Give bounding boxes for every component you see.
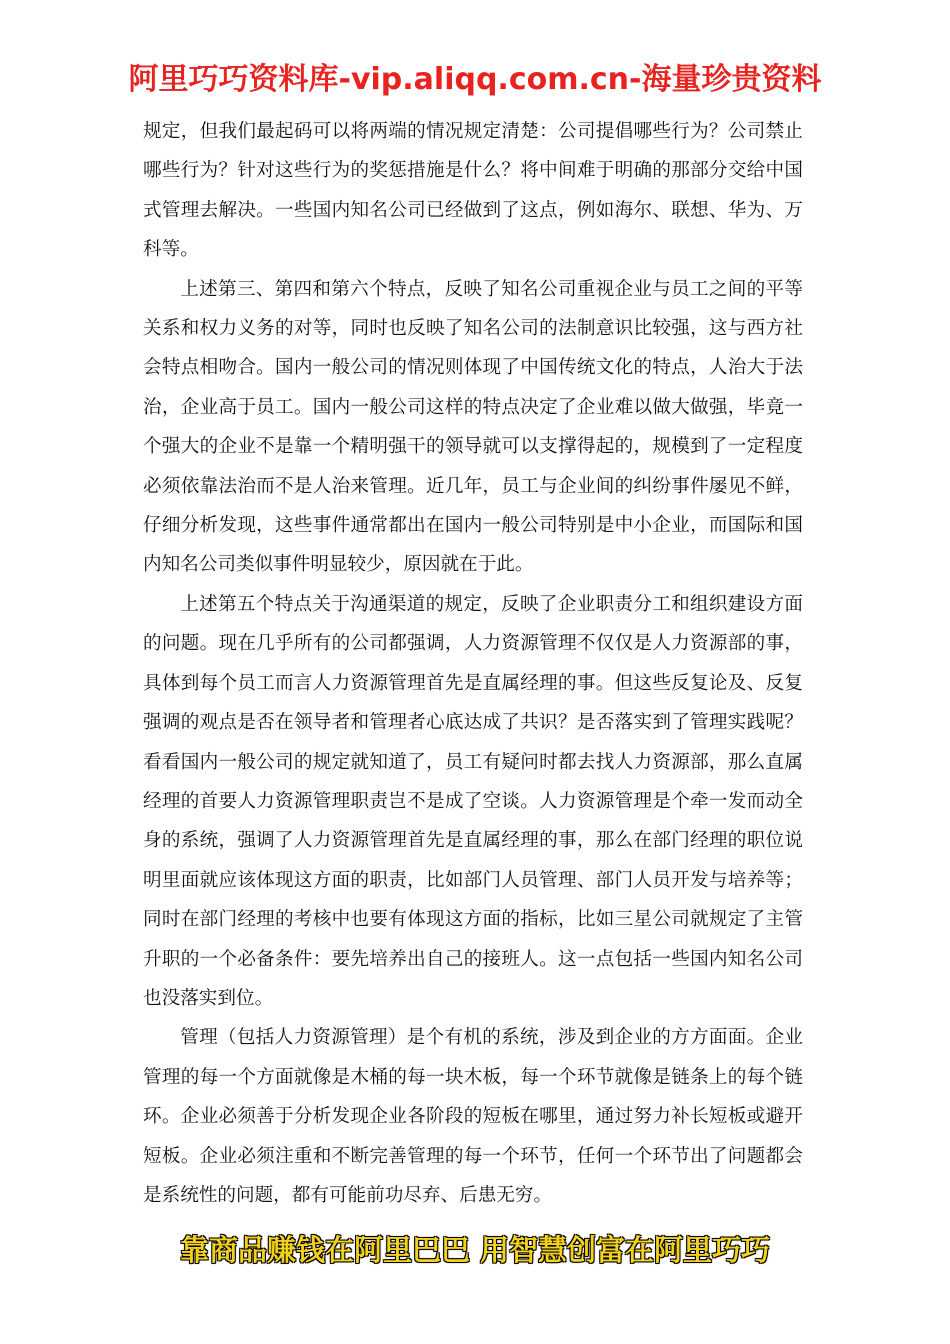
paragraph-2: 上述第三、第四和第六个特点，反映了知名公司重视企业与员工之间的平等关系和权力义务的对等，同时也反映了知名公司的法制意识比较强，这与西方社会特点相吻合。国内一般公司的情况则体现了中国传统文化的特点，人治大于法治，企业高于员工。国内一般公司这样的特点决定了企业难以做大做强，毕竟一个强大的企业不是靠一个精明强干的领导就可以支撑得起的，规模到了一定程度必须依靠法治而不是人治来管理。近几年，员工与企业间的纠纷事件屡见不鲜，仔细分析发现，这些事件通常都出在国内一般公司特别是中小企业，而国际和国内知名公司类似事件明显较少，原因就在于此。 <box>143 278 803 576</box>
paragraph-4: 管理（包括人力资源管理）是个有机的系统，涉及到企业的方方面面。企业管理的每一个方面就像是木桶的每一块木板，每一个环节就像是链条上的每个链环。企业必须善于分析发现企业各阶段的短板在哪里，通过努力补长短板或避开短板。企业必须注重和不断完善管理的每一个环节，任何一个环节出了问题都会是系统性的问题，都有可能前功尽弃、后患无穷。 <box>143 1027 803 1206</box>
paragraph-3: 上述第五个特点关于沟通渠道的规定，反映了企业职责分工和组织建设方面的问题。现在几乎所有的公司都强调，人力资源管理不仅仅是人力资源部的事，具体到每个员工而言人力资源管理首先是直属经理的事。但这些反复论及、反复强调的观点是否在领导者和管理者心底达成了共识？是否落实到了管理实践呢？看看国内一般公司的规定就知道了，员工有疑问时都去找人力资源部，那么直属经理的首要人力资源管理职责岂不是成了空谈。人力资源管理是个牵一发而动全身的系统，强调了人力资源管理首先是直属经理的事，那么在部门经理的职位说明里面就应该体现这方面的职责，比如部门人员管理、部门人员开发与培养等；同时在部门经理的考核中也要有体现这方面的指标，比如三星公司就规定了主管升职的一个必备条件：要先培养出自己的接班人。这一点包括一些国内知名公司也没落实到位。 <box>143 593 803 1009</box>
header-banner: 阿里巧巧资料库-vip.aliqq.com.cn-海量珍贵资料 <box>128 62 822 97</box>
footer-banner: 靠商品赚钱在阿里巴巴 用智慧创富在阿里巧巧 <box>179 1233 771 1267</box>
paragraph-1: 规定，但我们最起码可以将两端的情况规定清楚：公司提倡哪些行为？公司禁止哪些行为？针对这些行为的奖惩措施是什么？将中间难于明确的那部分交给中国式管理去解决。一些国内知名公司已经做到了这点，例如海尔、联想、华为、万科等。 <box>143 121 803 261</box>
body-text <box>143 112 803 1215</box>
